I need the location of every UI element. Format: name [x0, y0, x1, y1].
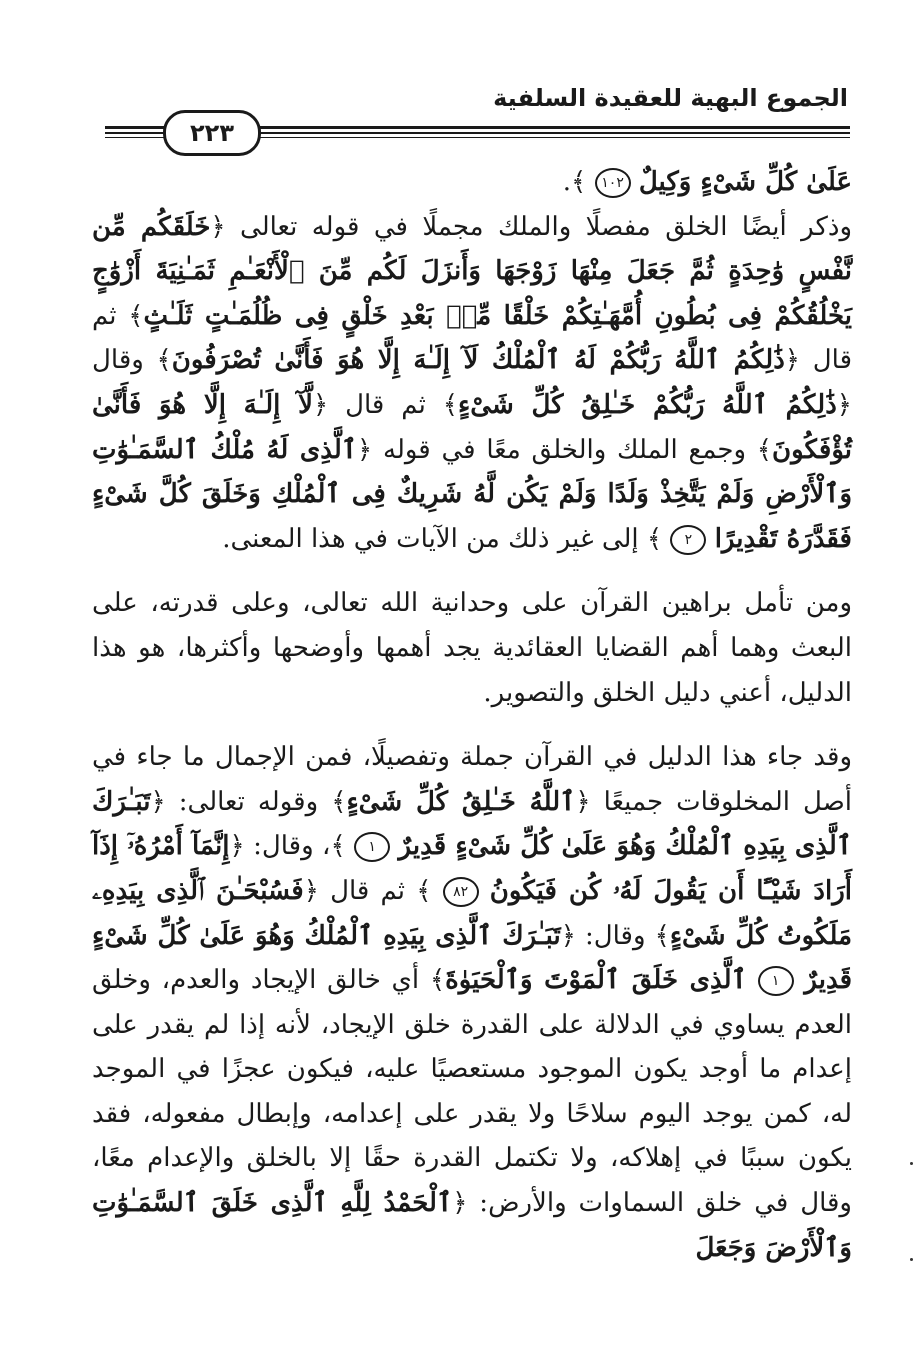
paragraph: [92, 160, 852, 205]
quran-quote: ذَٰلِكُمُ ٱللَّهُ رَبُّكُمْ خَـٰلِقُ كُلِّ شَىْءٍ: [458, 389, 837, 420]
text-segment: ﴾، وقال: ﴿: [229, 831, 346, 862]
text-segment: ﴾ إلى غير ذلك من الآيات في هذا المعنى.: [222, 523, 663, 554]
text-segment: ﴾ ثم قال ﴿: [92, 300, 852, 376]
text-segment: ﴾ وقال ﴿: [92, 345, 853, 420]
text-segment: ﴾ أي خالق الإيجاد والعدم، وخلق العدم يساوي في الدلالة على القدرة خلق الإيجاد، لأنه إذا لم يقدر على إعدام ما أوجد يكون الموجود مستعصيًا عليه، فيكون عجزًا في الموجد له، كمن يوجد اليوم سلاحًا ولا يقدر على إعدامه، وإبطال مفعوله، فقد يكون سببًا في إهلاكه، ولا تكتمل القدرة حقًا إلا بالخلق والإعدام معًا، وقال في خلق السماوات والأرض: ﴿: [92, 965, 852, 1219]
quran-quote: ٱلَّذِى لَهُ مُلْكُ ٱلسَّمَـٰوَٰتِ وَٱلْأَرْضِ وَلَمْ يَتَّخِذْ وَلَدًا وَلَمْ يَكُن لَّهُ شَرِيكٌ فِى ٱلْمُلْكِ وَخَلَقَ كُلَّ شَىْءٍ فَقَدَّرَهُ تَقْدِيرًا: [92, 434, 852, 554]
body-text: [92, 160, 852, 1270]
quran-quote: فَسُبْحَـٰنَ ٱلَّذِى بِيَدِهِۦ مَلَكُوتُ كُلِّ شَىْءٍ: [92, 875, 853, 951]
quran-quote: ٱلَّذِى خَلَقَ ٱلْمَوْتَ وَٱلْحَيَوٰةَ: [445, 965, 747, 996]
verse-number-icon: ٢: [670, 525, 706, 555]
running-title: الجموع البهية للعقيدة السلفية: [493, 84, 848, 112]
text-segment: ﴾ ثم قال ﴿: [303, 875, 432, 906]
paragraph: [92, 205, 852, 562]
text-segment: ﴾ ثم قال ﴿: [312, 389, 459, 420]
quran-quote: خَلَقَكُم مِّن نَّفْسٍ وَٰحِدَةٍ ثُمَّ جَعَلَ مِنْهَا زَوْجَهَا وَأَنزَلَ لَكُم مِّنَ ٱلْأَنْعَـٰمِ ثَمَـٰنِيَةَ أَزْوَٰجٍ يَخْلُقُكُمْ فِى بُطُونِ أُمَّهَـٰتِكُمْ خَلْقًا مِّنۢ بَعْدِ خَلْقٍ فِى ظُلُمَـٰتٍ ثَلَـٰثٍ: [92, 211, 852, 331]
quran-quote: ٱللَّهُ خَـٰلِقُ كُلِّ شَىْءٍ: [346, 786, 576, 817]
text-segment: وقد جاء هذا الدليل في القرآن جملة وتفصيلًا، فمن الإجمال ما جاء في أصل المخلوقات جميعًا ﴿: [92, 742, 853, 817]
verse-number-icon: ١: [758, 966, 794, 996]
verse-number-icon: ٨٢: [443, 877, 479, 907]
paragraph: ومن تأمل براهين القرآن على وحدانية الله تعالى، وعلى قدرته، على البعث وهما أهم القضايا العقائدية يجد أهمها وأوضحها وأكثرها، هو هذا الدليل، أعني دليل الخلق والتصوير.: [92, 588, 852, 708]
page-number: ٢٢٣: [163, 110, 261, 156]
text-segment: ﴾.: [562, 167, 587, 197]
text-segment: ﴾ وقال: ﴿: [560, 920, 670, 951]
quran-quote: ذَٰلِكُمُ ٱللَّهُ رَبُّكُمْ لَهُ ٱلْمُلْكُ لَآ إِلَـٰهَ إِلَّا هُوَ فَأَنَّىٰ تُصْرَفُونَ: [171, 345, 785, 376]
margin-dot: [910, 1162, 913, 1165]
quran-quote: تَبَـٰرَكَ ٱلَّذِى بِيَدِهِ ٱلْمُلْكُ وَهُوَ عَلَىٰ كُلِّ شَىْءٍ قَدِيرٌ: [92, 786, 853, 862]
verse-number-icon: ١٠٢: [595, 168, 631, 198]
verse-number-icon: ١: [354, 832, 390, 862]
text-segment: ﴾ وقوله تعالى: ﴿: [150, 786, 347, 817]
text-segment: ﴾ وجمع الملك والخلق معًا في قوله ﴿: [357, 434, 772, 465]
quran-quote: إِنَّمَآ أَمْرُهُۥٓ إِذَآ أَرَادَ شَيْـًٔا أَن يَقُولَ لَهُۥ كُن فَيَكُونُ: [92, 831, 853, 906]
paragraph: [92, 735, 852, 1270]
quran-quote: تَبَـٰرَكَ ٱلَّذِى بِيَدِهِ ٱلْمُلْكُ وَهُوَ عَلَىٰ كُلِّ شَىْءٍ قَدِيرٌ: [92, 920, 853, 996]
text-segment: وذكر أيضًا الخلق مفصلًا والملك مجملًا في قوله تعالى ﴿: [210, 211, 852, 242]
quran-quote: عَلَىٰ كُلِّ شَىْءٍ وَكِيلٌ: [638, 167, 852, 197]
margin-dot: [910, 1258, 913, 1261]
quran-quote: ٱلْحَمْدُ لِلَّهِ ٱلَّذِى خَلَقَ ٱلسَّمَـٰوَٰتِ وَٱلْأَرْضَ وَجَعَلَ: [92, 1188, 852, 1263]
quran-quote: لَّآ إِلَـٰهَ إِلَّا هُوَ فَأَنَّىٰ تُؤْفَكُونَ: [92, 389, 852, 465]
